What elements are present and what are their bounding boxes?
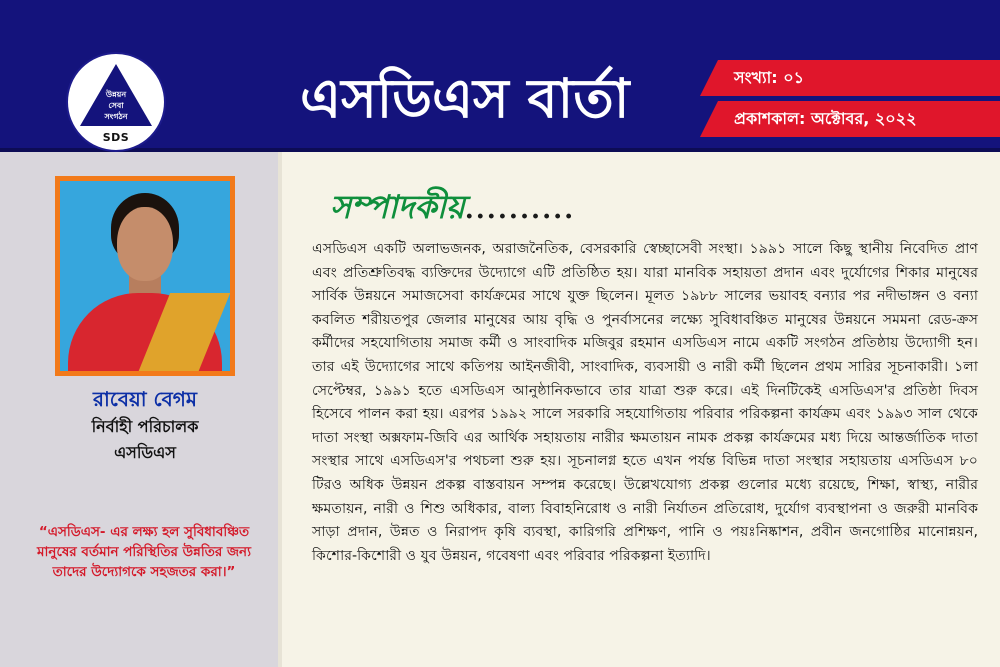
profile-name: রাবেয়া বেগম [93,387,197,411]
logo-text-line-2: সেবা [108,101,124,110]
sds-logo [66,52,166,152]
profile-org: এসডিএস [114,443,176,462]
newsletter-title: এসডিএস বার্তা [300,67,630,130]
mission-quote: “এসডিএস- এর লক্ষ্য হল সুবিধাবঞ্চিত মানুষের বর্তমান পরিস্থিতির উন্নতির জন্য তাদের উদ্যোগকে সহজতর করা।” [36,524,252,580]
editorial-heading [330,182,575,232]
issue-number: সংখ্যা: ০১ [700,60,1000,96]
profile-photo [60,181,230,371]
logo-abbr: SDS [102,131,130,144]
editorial-panel [278,152,1000,667]
editorial-title: সম্পাদকীয় [330,188,465,226]
logo-text-line-3: সংগঠন [104,112,128,121]
editorial-dots: .......... [464,195,576,225]
editorial-body: এসডিএস একটি অলাভজনক, অরাজনৈতিক, বেসরকারি স্বেচ্ছাসেবী সংস্থা। ১৯৯১ সালে কিছু স্থানীয় নিবেদিত প্রাণ এবং প্রতিশ্রুতিবদ্ধ ব্যক্তিদের উদ্যোগে এটি প্রতিষ্ঠিত হয়। যারা মানবিক সহায়তা প্রদান এবং দুর্যোগের শিকার মানুষের সার্বিক উন্নয়নে সমাজসেবা কার্যক্রমের সাথে যুক্ত ছিলেন। মূলত ১৯৮৮ সালের ভয়াবহ বন্যার পর নদীভাঙ্গন ও বন্যা কবলিত শরীয়তপুর জেলার মানুষের আয় বৃদ্ধি ও পুনর্বাসনের লক্ষ্যে সুবিধাবঞ্চিত মানুষের উন্নয়নে সমমনা রেড-ক্রস কর্মীদের সহযোগিতায় সমাজ কর্মী ও সাংবাদিক মজিবুর রহমান এসডিএস নামে একটি সংগঠন প্রতিষ্ঠায় উদ্যোগী হন। তার এই উদ্যোগের সাথে কতিপয় আইনজীবী, সাংবাদিক, ব্যবসায়ী ও নারী কর্মী ছিলেন প্রথম সারির সূচনাকারী। ১লা সেপ্টেম্বর, ১৯৯১ হতে এসডিএস আনুষ্ঠানিকভাবে তার যাত্রা শুরু করে। এই দিনটিকেই এসডিএস'র প্রতিষ্ঠা দিবস হিসেবে পালন করা হয়। এরপর ১৯৯২ সালে সরকারি সহযোগিতায় পরিবার পরিকল্পনা কার্যক্রম এবং ১৯৯৩ সাল থেকে দাতা সংস্থা অক্সফাম-জিবি এর আর্থিক সহায়তায় নারীর ক্ষমতায়ন নামক প্রকল্প কার্যক্রমের মধ্য দিয়ে আন্তর্জাতিক দাতা সংস্থার সাথে এসডিএস'র পথচলা শুরু হয়। সূচনালগ্ন হতে এখন পর্যন্ত বিভিন্ন দাতা সংস্থার সহায়তায় এসডিএস ৮০ টিরও অধিক উন্নয়ন প্রকল্প বাস্তবায়ন সম্পন্ন করেছে। উল্লেখযোগ্য প্রকল্প গুলোর মধ্যে রয়েছে, শিক্ষা, স্বাস্থ্য, নারীর ক্ষমতায়ন, নারী ও শিশু অধিকার, বাল্য বিবাহনিরোধ ও নারী নির্যাতন প্রতিরোধ, দুর্যোগ ব্যবস্থাপনা ও জরুরী মানবিক সাড়া প্রদান, উন্নত ও নিরাপদ কৃষি ব্যবস্থা, কারিগরি প্রশিক্ষণ, পানি ও পয়ঃনিষ্কাশন, প্রবীন জনগোষ্ঠির মানোন্নয়ন, কিশোর-কিশোরী ও যুব উন্নয়ন, গবেষণা এবং পরিবার পরিকল্পনা ইত্যাদি। [312,241,978,564]
publication-date: প্রকাশকাল: অক্টোবর, ২০২২ [700,101,1000,137]
logo-text-line-1: উন্নয়ন [105,90,127,99]
photo-face [117,207,173,281]
profile-photo-frame [55,176,235,376]
profile-role: নির্বাহী পরিচালক [91,417,199,436]
